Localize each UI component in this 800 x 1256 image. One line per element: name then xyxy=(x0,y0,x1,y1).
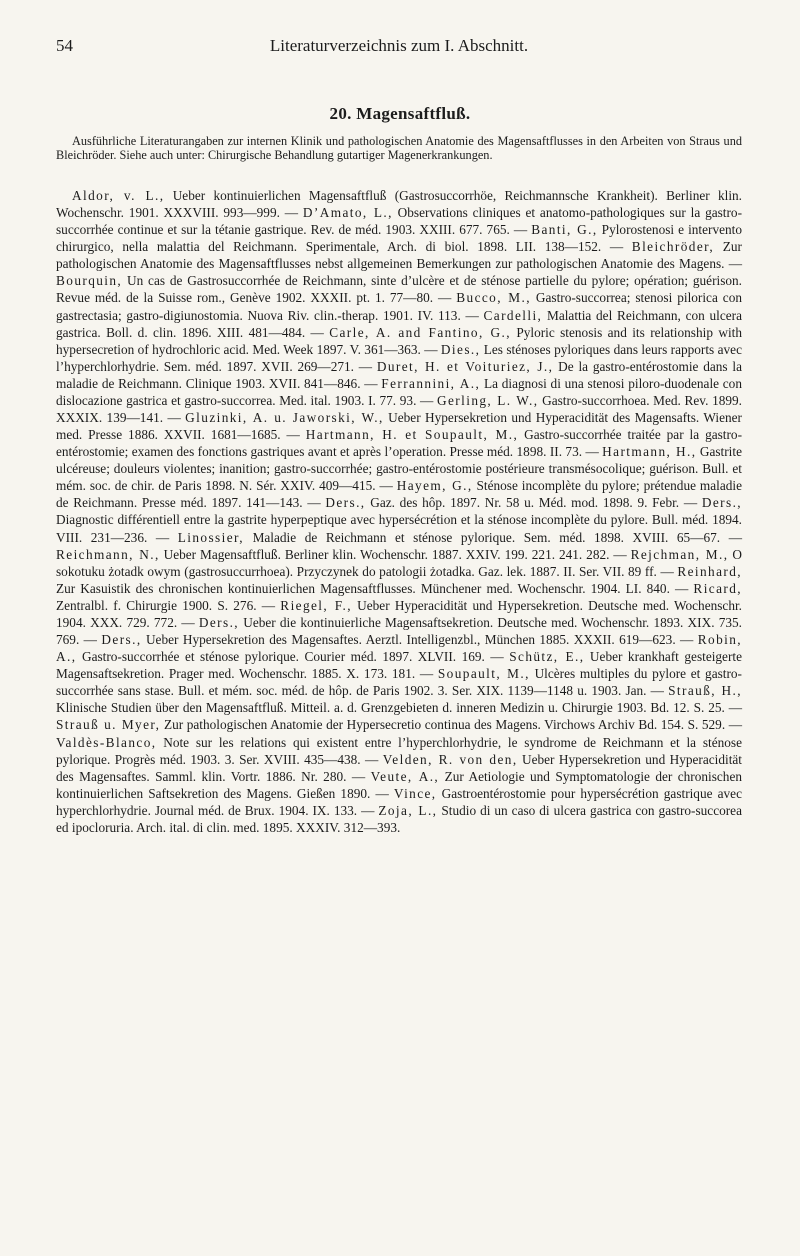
entry-author: Strauß, H., xyxy=(668,683,743,699)
running-header xyxy=(56,36,742,60)
entry-author: Linossier, xyxy=(177,529,245,545)
entry-author: Reinhard, xyxy=(677,563,742,579)
entry-text: Gastro-succorrhée et sténose pylorique. Courier méd. 1897. XLVII. 169. — xyxy=(76,649,510,665)
entry-text: Gaz. des hôp. 1897. Nr. 58 u. Méd. mod. 1898. 9. Febr. — xyxy=(365,495,702,511)
entry-text: Ueber Hypersekretion des Magensaftes. Aerztl. Intelligenzbl., München 1885. XXXII. 619—623. — xyxy=(141,632,698,648)
entry-author: Ferrannini, A., xyxy=(381,375,481,391)
entry-text: Pyloric stenosis and its relationship with hypersecretion of hydrochloric acid. Med. Week 1897. V. 361—363. — xyxy=(56,324,742,357)
entry-text: Observations cliniques et anatomo-pathologiques sur la gastro-succorrhée continue et sur la tétanie gastrique. Rev. de méd. 1903. XXIII. 677. 765. — xyxy=(56,205,742,238)
entry-text: Studio di un caso di ulcera gastrica con gastro-succorea ed ipocloruria. Arch. ital. di clin. med. 1895. XXXIV. 312—393. xyxy=(56,802,742,835)
entry-author: Strauß u. Myer, xyxy=(56,717,161,733)
entry-author: Schütz, E., xyxy=(509,649,585,665)
entry-text: Ulcères multiples du pylore et gastro-succorrhée sans stase. Bull. et mém. soc. méd. de hôp. de Paris 1902. 3. Ser. XIX. 1139—1148 u. 1903. Jan. — xyxy=(56,666,742,699)
entry-author: Zoja, L., xyxy=(378,802,438,818)
entry-author: Gerling, L. W., xyxy=(437,392,539,408)
entry-author: D’Amato, L., xyxy=(302,205,393,221)
entry-author: Robin, A., xyxy=(56,632,742,665)
entry-text: Zur pathologischen Anatomie der Hypersecretio continua des Magens. Virchows Archiv Bd. 154. S. 529. — xyxy=(160,717,743,733)
entry-text: Malattia del Reichmann, con ulcera gastrica. Boll. d. clin. 1896. XIII. 481—484. — xyxy=(56,307,742,340)
entry-text: Gastro-succorrea; stenosi pilorica con gastrectasia; gastro-digiunostomia. Nuova Riv. clin.-therap. 1901. IV. 113. — xyxy=(56,290,742,323)
entry-author: Bleichröder, xyxy=(631,239,715,255)
entry-author: Bucco, M., xyxy=(456,290,531,306)
entry-text: Ueber krankhaft gesteigerte Magensaftsekretion. Prager med. Wochenschr. 1885. X. 173. 181. — xyxy=(56,649,742,682)
entry-text: Gastroentérostomie pour hypersécrétion gastrique avec hyperchlorhydrie. Journal méd. de Brux. 1904. IX. 133. — xyxy=(56,785,742,818)
entry-text: Ueber Magensaftfluß. Berliner klin. Wochenschr. 1887. XXIV. 199. 221. 241. 282. — xyxy=(159,546,631,562)
entry-author: Carle, A. and Fantino, G., xyxy=(329,324,511,340)
entry-text: Diagnostic différentiell entre la gastrite hyperpeptique avec hypersécrétion et la sténose incomplète du pylore. Bull. méd. 1894. VIII. 231—236. — xyxy=(56,512,742,545)
entry-text: Ueber kontinuierlichen Magensaftfluß (Gastrosuccorrhöe, Reichmannsche Krankheit). Berliner klin. Wochenschr. 1901. XXXVIII. 993—999. — xyxy=(56,188,742,221)
entry-author: Bourquin, xyxy=(56,273,123,289)
entry-text: Sténose incomplète du pylore; prétendue maladie de Reichmann. Presse méd. 1897. 141—143. — xyxy=(56,478,743,511)
entry-author: Aldor, v. L., xyxy=(72,188,165,203)
entry-text: Zentralbl. f. Chirurgie 1900. S. 276. — xyxy=(56,597,281,613)
entry-text: Ueber die kontinuierliche Magensaftsekretion. Deutsche med. Wochenschr. 1893. XIX. 735. 769. — xyxy=(56,614,742,648)
page-number: 54 xyxy=(56,36,73,55)
entry-author: Dies., xyxy=(440,341,481,357)
entry-author: Hartmann, H., xyxy=(602,444,697,460)
entry-author: Rejchman, M., xyxy=(630,546,729,562)
entry-text: Note sur les relations qui existent entre l’hyperchlorhydrie, le syndrome de Reichmann et la sténose pylorique. Progrès méd. 1903. 3. Ser. XVIII. 435—438. — xyxy=(56,734,742,767)
bibliography-paragraph xyxy=(56,187,742,836)
entry-author: Cardelli, xyxy=(483,307,543,323)
entry-author: Soupault, M., xyxy=(437,666,530,682)
entry-text: Pylorostenosi e intervento chirurgico, nella malattia del Reichmann. Sperimentale, Arch. di biol. 1898. LII. 138—152. — xyxy=(56,222,742,255)
entry-author: Veute, A., xyxy=(370,768,440,784)
entry-text: Gastro-succorrhoea. Med. Rev. 1899. XXXIX. 139—141. — xyxy=(56,392,742,426)
entry-author: Reichmann, N., xyxy=(56,546,160,562)
entry-author: Ders., xyxy=(101,632,142,648)
entry-author: Hartmann, H. et Soupault, M., xyxy=(305,427,519,443)
entry-text: Ueber Hypersekretion und Hyperacidität des Magensaftes. Samml. klin. Vortr. 1886. Nr. 280. — xyxy=(56,751,742,784)
entry-author: Velden, R. von den, xyxy=(382,751,518,767)
entry-author: Duret, H. et Voituriez, J., xyxy=(376,358,554,374)
entry-author: Hayem, G., xyxy=(396,478,473,494)
entry-author: Ders., xyxy=(198,614,240,630)
entry-author: Valdès-Blanco, xyxy=(56,734,157,750)
entry-text: O sokotuku żotadk owym (gastrosuccurrhoea). Przyczynek do patologii żotadka. Gaz. lek. 1887. II. Ser. VII. 89 ff. — xyxy=(56,546,742,579)
entry-text: Zur pathologischen Anatomie des Magensaftflusses nebst allgemeinen Bemerkungen zur pathologischen Anatomie des Magens. — xyxy=(56,239,742,272)
entry-author: Ricard, xyxy=(693,580,742,596)
entry-author: Ders., xyxy=(701,495,743,511)
section-intro-note: Ausführliche Literaturangaben zur internen Klinik und pathologischen Anatomie des Magensaftflusses in den Arbeiten von Straus und Bleichröder. Siehe auch unter: Chirurgische Behandlung gutartiger Magenerkrankungen. xyxy=(56,134,742,162)
entry-text: Zur Kasuistik des chronischen kontinuierlichen Magensaftflusses. Münchener med. Wochenschr. 1904. LI. 840. — xyxy=(56,580,694,596)
entry-text: Gastro-succorrhée traitée par la gastro-entérostomie; examen des fonctions gastriques avant et après l’operation. Presse méd. 1898. II. 73. — xyxy=(56,427,742,460)
entry-author: Riegel, F., xyxy=(280,597,352,613)
entry-text: Klinische Studien über den Magensaftfluß. Mitteil. a. d. Grenzgebieten d. inneren Medizin u. Chirurgie 1903. Bd. 12. S. 25. — xyxy=(56,700,742,716)
entry-text: Les sténoses pyloriques dans leurs rapports avec l’hyperchlorhydrie. Sem. méd. 1897. XVII. 269—271. — xyxy=(56,341,742,374)
entry-text: Zur Aetiologie und Symptomatologie der chronischen kontinuierlichen Saftsekretion des Magens. Gießen 1890. — xyxy=(56,768,743,801)
entry-text: Gastrite ulcéreuse; douleurs violentes; inanition; gastro-succorrhée; gastro-entérostomie postérieure transmésocolique; guérison. Bull. et mém. soc. de chir. de Paris 1898. N. Sér. XXIV. 409—415. — xyxy=(56,444,742,494)
entry-author: Vince, xyxy=(393,785,437,801)
entry-text: Ueber Hypersekretion und Hyperacidität des Magensafts. Wiener med. Presse 1886. XXVII. 1681—1685. — xyxy=(56,410,742,443)
entry-author: Ders., xyxy=(325,495,366,511)
entry-text: La diagnosi di una stenosi piloro-duodenale con dislocazione gastrica et gastro-succorrea. Med. ital. 1903. I. 77. 93. — xyxy=(56,375,742,408)
entry-author: Gluzinki, A. u. Jaworski, W., xyxy=(185,410,384,426)
entry-text: Maladie de Reichmann et sténose pylorique. Sem. méd. 1898. XVIII. 65—67. — xyxy=(244,529,742,545)
entry-text: De la gastro-entérostomie dans la maladie de Reichmann. Clinique 1903. XVII. 841—846. — xyxy=(56,358,742,391)
running-title: Literaturverzeichnis zum I. Abschnitt. xyxy=(269,36,529,55)
section-title: 20. Magensaftfluß. xyxy=(329,104,471,123)
entry-text: Un cas de Gastrosuccorrhée de Reichmann, sinte d’ulcère et de sténose partielle du pylore; opération; guérison. Revue méd. de la Suisse rom., Genève 1902. XXXII. pt. 1. 77—80. — xyxy=(56,273,742,306)
entry-author: Banti, G., xyxy=(531,222,598,238)
entry-text: Ueber Hyperacidität und Hypersekretion. Deutsche med. Wochenschr. 1904. XXX. 729. 772. — xyxy=(56,597,742,630)
